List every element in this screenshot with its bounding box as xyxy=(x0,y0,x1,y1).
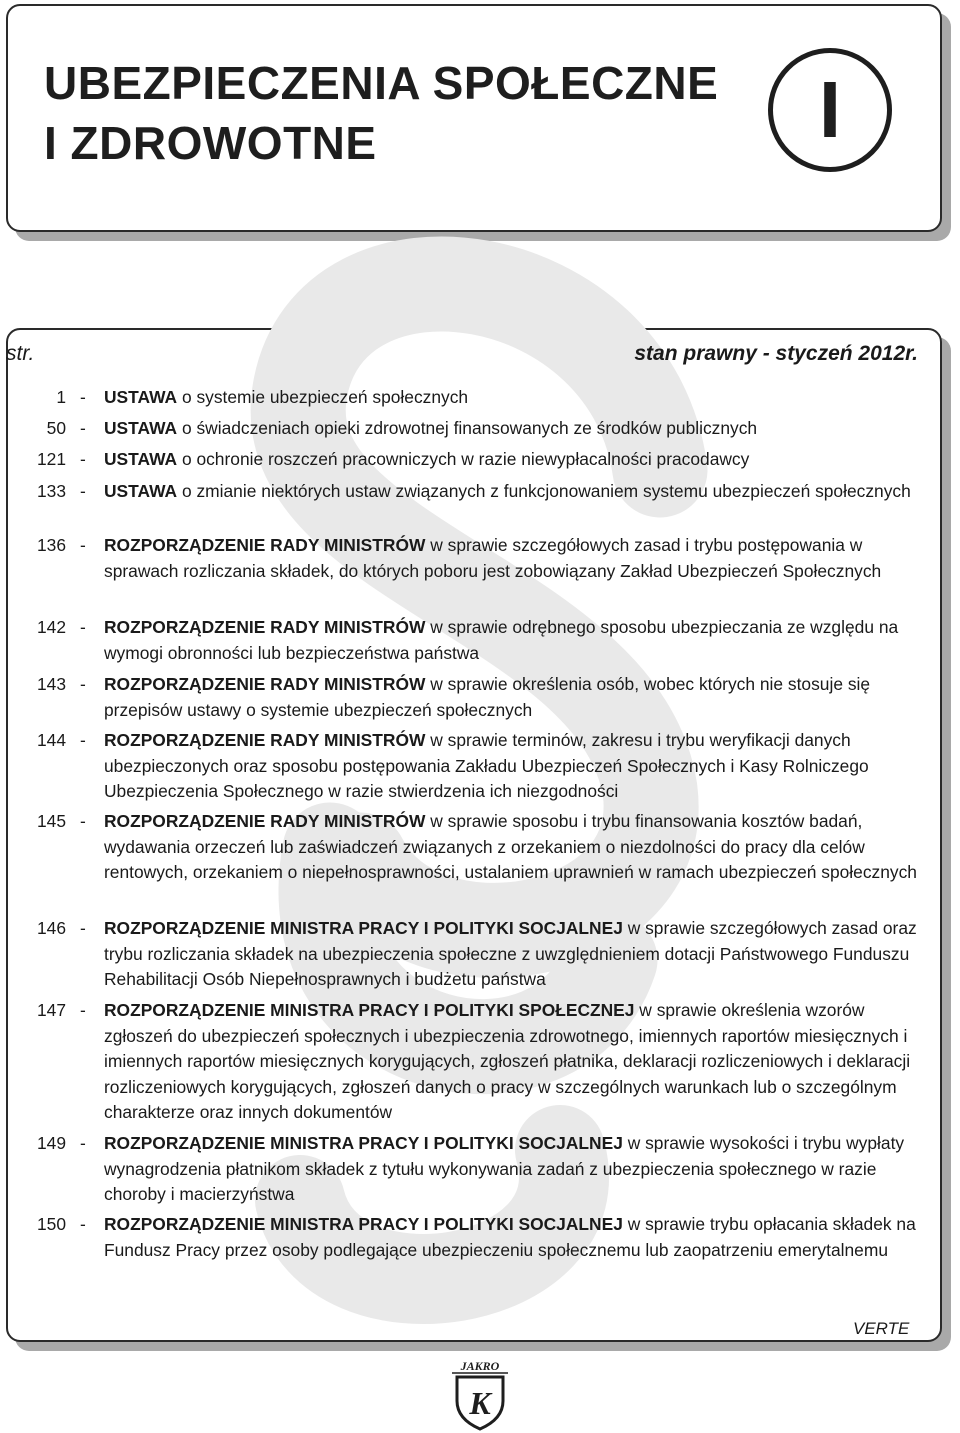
page-number: 144 xyxy=(36,730,66,750)
page-title-line-2: I ZDROWOTNE xyxy=(44,117,377,169)
separator-dash: - xyxy=(80,1000,86,1020)
page-number: 50 xyxy=(46,418,66,438)
separator-dash: - xyxy=(80,1214,86,1234)
entry-title: USTAWA o systemie ubezpieczeń społecznych xyxy=(104,387,469,407)
entry-title: USTAWA o zmianie niektórych ustaw związanych z funkcjonowaniem systemu ubezpieczeń społecznych xyxy=(104,481,911,501)
page-number: 146 xyxy=(36,918,66,938)
entry-title: USTAWA o świadczeniach opieki zdrowotnej finansowanych ze środków publicznych xyxy=(104,418,758,438)
separator-dash: - xyxy=(80,1133,86,1153)
separator-dash: - xyxy=(80,617,86,637)
separator-dash: - xyxy=(80,918,86,938)
separator-dash: - xyxy=(80,811,86,831)
separator-dash: - xyxy=(80,418,86,438)
page-number: 150 xyxy=(36,1214,66,1234)
separator-dash: - xyxy=(80,730,86,750)
separator-dash: - xyxy=(80,535,86,555)
separator-dash: - xyxy=(80,674,86,694)
page-number: 149 xyxy=(36,1133,66,1153)
page-number: 145 xyxy=(36,811,66,831)
entry-title: ROZPORZĄDZENIE RADY MINISTRÓW w sprawie szczegółowych zasad i trybu postępowania w sprawach rozliczania składek, do których poboru jest zobowiązany Zakład Ubezpieczeń Społecznych xyxy=(104,535,882,581)
separator-dash: - xyxy=(80,449,86,469)
separator-dash: - xyxy=(80,481,86,501)
logo-letter: K xyxy=(469,1385,491,1421)
entry-title: ROZPORZĄDZENIE MINISTRA PRACY I POLITYKI SPOŁECZNEJ w sprawie określenia wzorów zgłoszeń do ubezpieczeń społecznych i ubezpieczenia zdrowotnego, imiennych raportów miesięcznych i imiennych raportów miesięcznych korygujących, zgłoszeń płatnika, deklaracji rozliczeniowych i deklaracji rozliczeniowych korygujących, zgłoszeń danych o pracy w szczególnych warunkach lub o szczególnym charakterze oraz innych dokumentów xyxy=(104,1000,911,1123)
entry-title: ROZPORZĄDZENIE RADY MINISTRÓW w sprawie terminów, zakresu i trybu weryfikacji danych ubezpieczonych oraz sposobu postępowania Zakładu Ubezpieczeń Społecznych i Kasy Rolniczego Ubezpieczenia Społecznego w razie stwierdzenia ich niezgodności xyxy=(104,730,869,802)
page-number: 1 xyxy=(56,387,66,407)
page-title-line-1: UBEZPIECZENIA SPOŁECZNE xyxy=(44,57,719,109)
page-number: 142 xyxy=(36,617,66,637)
entry-title: ROZPORZĄDZENIE MINISTRA PRACY I POLITYKI SOCJALNEJ w sprawie wysokości i trybu wypłaty wynagrodzenia płatnikom składek z tytułu wykonywania zadań z ubezpieczenia społecznego w razie choroby i macierzyństwa xyxy=(104,1133,905,1205)
logo-text: JAKRO xyxy=(460,1359,500,1373)
page-number: 143 xyxy=(36,674,66,694)
entry-title: ROZPORZĄDZENIE MINISTRA PRACY I POLITYKI SOCJALNEJ w sprawie trybu opłacania składek na Fundusz Pracy przez osoby podlegające ubezpieczeniu społecznemu lub zaopatrzeniu emerytalnemu xyxy=(104,1214,916,1260)
jakro-logo-icon xyxy=(443,1359,517,1431)
entry-title: ROZPORZĄDZENIE MINISTRA PRACY I POLITYKI SOCJALNEJ w sprawie szczegółowych zasad oraz trybu rozliczania składek na ubezpieczenia społeczne z uwzględnieniem dotacji Państwowego Funduszu Rehabilitacji Osób Niepełnosprawnych i budżetu państwa xyxy=(104,918,917,990)
page-number: 136 xyxy=(36,535,66,555)
volume-number-badge: I xyxy=(768,48,892,172)
separator-dash: - xyxy=(80,387,86,407)
page-number: 133 xyxy=(36,481,66,501)
entry-title: ROZPORZĄDZENIE RADY MINISTRÓW w sprawie określenia osób, wobec których nie stosuje się przepisów ustawy o systemie ubezpieczeń społecznych xyxy=(104,674,871,720)
legal-status-date: stan prawny - styczeń 2012r. xyxy=(634,342,918,365)
entry-title: USTAWA o ochronie roszczeń pracowniczych w razie niewypłacalności pracodawcy xyxy=(104,449,750,469)
entry-title: ROZPORZĄDZENIE RADY MINISTRÓW w sprawie odrębnego sposobu ubezpieczania ze względu na wymogi obronności lub bezpieczeństwa państwa xyxy=(104,617,899,663)
page-number: 121 xyxy=(36,449,66,469)
entry-title: ROZPORZĄDZENIE RADY MINISTRÓW w sprawie sposobu i trybu finansowania kosztów badań, wydawania orzeczeń lub zaświadczeń związanych z orzekaniem o niezdolności do pracy dla celów rentowych, orzekaniem o niepełnosprawności, ustalaniem uprawnień w ramach ubezpieczeń społecznych xyxy=(104,811,917,883)
verte-label: VERTE xyxy=(853,1319,910,1338)
page-column-label: str. xyxy=(6,342,35,365)
page-number: 147 xyxy=(36,1000,66,1020)
